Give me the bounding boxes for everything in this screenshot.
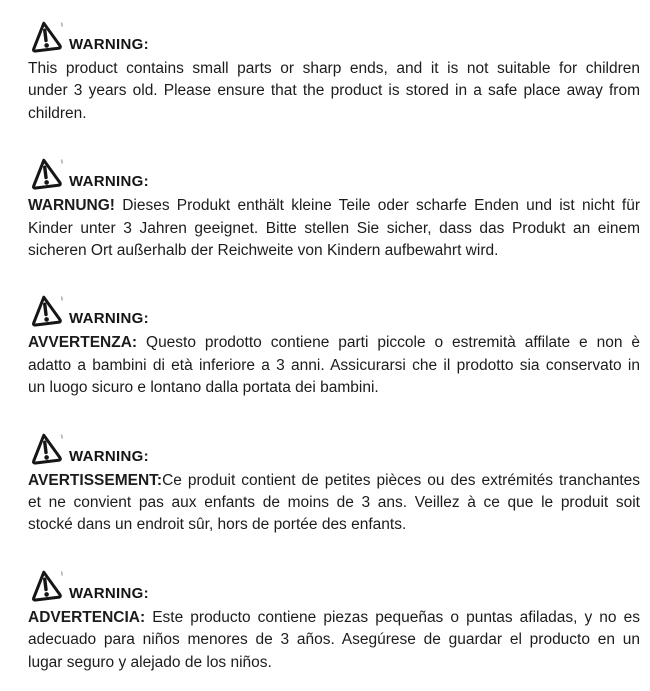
warning-line [28, 652, 640, 674]
warning-paragraph-spanish [28, 607, 640, 674]
warning-line-text: Questo prodotto contiene parti piccole o estremità affilate e non è [137, 334, 640, 352]
warning-line-text: under 3 years old. Please ensure that the product is stored in a safe place away from [28, 82, 640, 100]
warning-label: WARNING: [69, 36, 149, 53]
warning-section-italian [28, 293, 640, 399]
warning-line [28, 195, 640, 217]
warning-line [28, 355, 640, 377]
warning-line-text: sicheren Ort außerhalb der Reichweite von Kindern aufbewahrt wird. [28, 242, 499, 260]
warning-line-text: This product contains small parts or sharp ends, and it is not suitable for children [28, 60, 640, 77]
warning-line [28, 492, 640, 514]
warning-paragraph-german [28, 195, 640, 262]
warning-paragraph-italian [28, 332, 640, 399]
warning-triangle-icon [28, 157, 65, 191]
warning-line [28, 80, 640, 102]
warning-triangle-icon [28, 294, 65, 328]
warning-header [28, 431, 640, 466]
warning-line [28, 218, 640, 240]
warning-header [28, 19, 640, 54]
warning-lead-text: AVVERTENZA: [28, 334, 138, 352]
warning-line-text: et ne convient pas aux enfants de moins de 3 ans. Veillez à ce que le produit soit [28, 494, 640, 512]
warning-lead-text: WARNUNG! [28, 197, 115, 215]
warning-line-text: children. [28, 104, 87, 122]
warning-label: WARNING: [69, 447, 149, 465]
warning-line [28, 103, 640, 125]
warning-line-text: Este producto contiene piezas pequeñas o puntas afiladas, y no es [145, 608, 640, 626]
warning-paragraph-english [28, 58, 640, 125]
warning-triangle-icon [28, 20, 65, 54]
warning-line [28, 607, 640, 629]
warning-section-german [28, 156, 640, 262]
warning-line [28, 629, 640, 651]
warning-line-text: Kinder unter 3 Jahren geeignet. Bitte stellen Sie sicher, dass das Produkt an einem [28, 219, 640, 237]
warning-paragraph-french [28, 470, 640, 537]
warning-line [28, 514, 640, 536]
warning-header [28, 293, 640, 328]
warning-line-text: Ce produit contient de petites pièces ou des extrémités tranchantes [162, 471, 640, 489]
warning-header [28, 156, 640, 191]
warning-header [28, 568, 640, 603]
warning-section-english [28, 19, 640, 125]
warning-line-text: stocké dans un endroit sûr, hors de portée des enfants. [28, 516, 407, 534]
warning-line-text: lugar seguro y alejado de los niños. [28, 653, 272, 671]
warning-lead-text: ADVERTENCIA: [28, 608, 146, 626]
warning-line [28, 58, 640, 80]
warning-line [28, 332, 640, 354]
warning-label: WARNING: [69, 584, 149, 602]
warning-line [28, 240, 640, 262]
warning-line-text: adatto a bambini di età inferiore a 3 anni. Assicurarsi che il prodotto sia conservato in [28, 356, 640, 374]
warning-line-text: un luogo sicuro e lontano dalla portata dei bambini. [28, 379, 379, 397]
warning-line [28, 377, 640, 399]
warning-label: WARNING: [69, 173, 149, 191]
warning-lead-text: AVERTISSEMENT: [28, 471, 163, 489]
warning-triangle-icon [28, 569, 65, 603]
warning-triangle-icon [28, 432, 65, 466]
warning-section-french [28, 431, 640, 537]
warning-line [28, 470, 640, 492]
warning-section-spanish [28, 568, 640, 674]
warning-label: WARNING: [69, 310, 149, 328]
warning-line-text: Dieses Produkt enthält kleine Teile oder scharfe Enden und ist nicht für [114, 197, 640, 215]
warning-line-text: adecuado para niños menores de 3 años. Asegúrese de guardar el producto en un [28, 631, 640, 649]
